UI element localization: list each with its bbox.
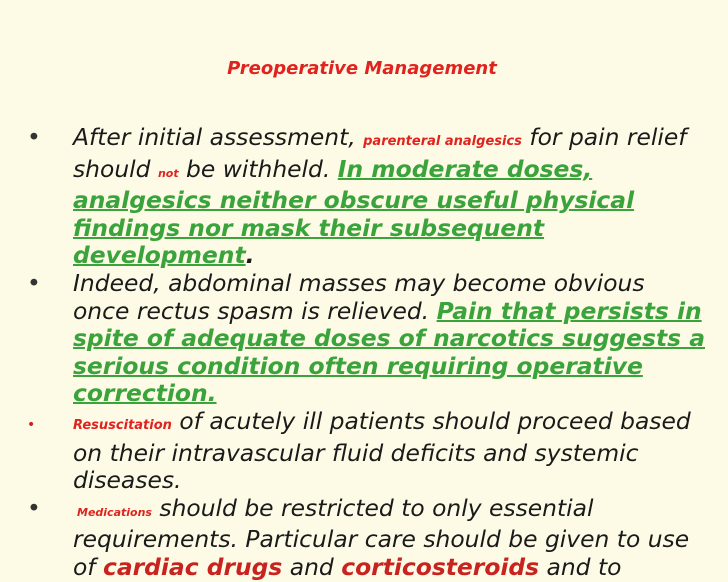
highlight-pain-persists: Pain that persists in spite of adequate doses of narcotics suggests a serious condition often requiring operative correction. bbox=[73, 296, 705, 408]
emphasis-medications: Medications bbox=[77, 505, 152, 519]
bullet-item bbox=[27, 495, 707, 582]
emphasis-corticosteroids: corticosteroids bbox=[341, 552, 540, 581]
bullet-list bbox=[27, 124, 707, 582]
highlight-analgesics-note: In moderate doses, analgesics neither obscure useful physical findings nor mask their subsequent development bbox=[73, 154, 635, 270]
emphasis-resuscitation: Resuscitation bbox=[73, 417, 172, 433]
bullet-text: Indeed, abdominal masses may become obvious once rectus spasm is relieved. bbox=[73, 268, 645, 325]
bullet-text: and to bbox=[539, 552, 622, 581]
bullet-text: for pain relief should bbox=[73, 123, 687, 183]
emphasis-parenteral-analgesics: parenteral analgesics bbox=[363, 134, 522, 149]
bullet-text: and bbox=[282, 552, 342, 581]
bullet-dot-icon: • bbox=[27, 416, 36, 433]
bullet-dot-icon: • bbox=[27, 123, 41, 151]
bullet-text: of acutely ill patients should proceed based on their intravascular fluid deficits and systemic diseases. bbox=[73, 406, 691, 495]
bullet-dot-icon: • bbox=[27, 268, 41, 297]
bullet-item bbox=[27, 270, 707, 408]
bullet-text: After initial assessment, bbox=[73, 123, 364, 151]
bullet-text: be withheld. bbox=[178, 154, 338, 183]
bullet-item bbox=[27, 124, 707, 270]
bullet-text: . bbox=[245, 241, 255, 270]
bullet-dot-icon: • bbox=[27, 493, 41, 522]
slide-title: Preoperative Management bbox=[227, 58, 497, 79]
emphasis-not: not bbox=[157, 166, 179, 180]
bullet-text: should be restricted to only essential requirements. Particular care should be given to use of bbox=[73, 493, 690, 581]
emphasis-cardiac-drugs: cardiac drugs bbox=[102, 552, 283, 581]
bullet-item bbox=[27, 408, 707, 495]
